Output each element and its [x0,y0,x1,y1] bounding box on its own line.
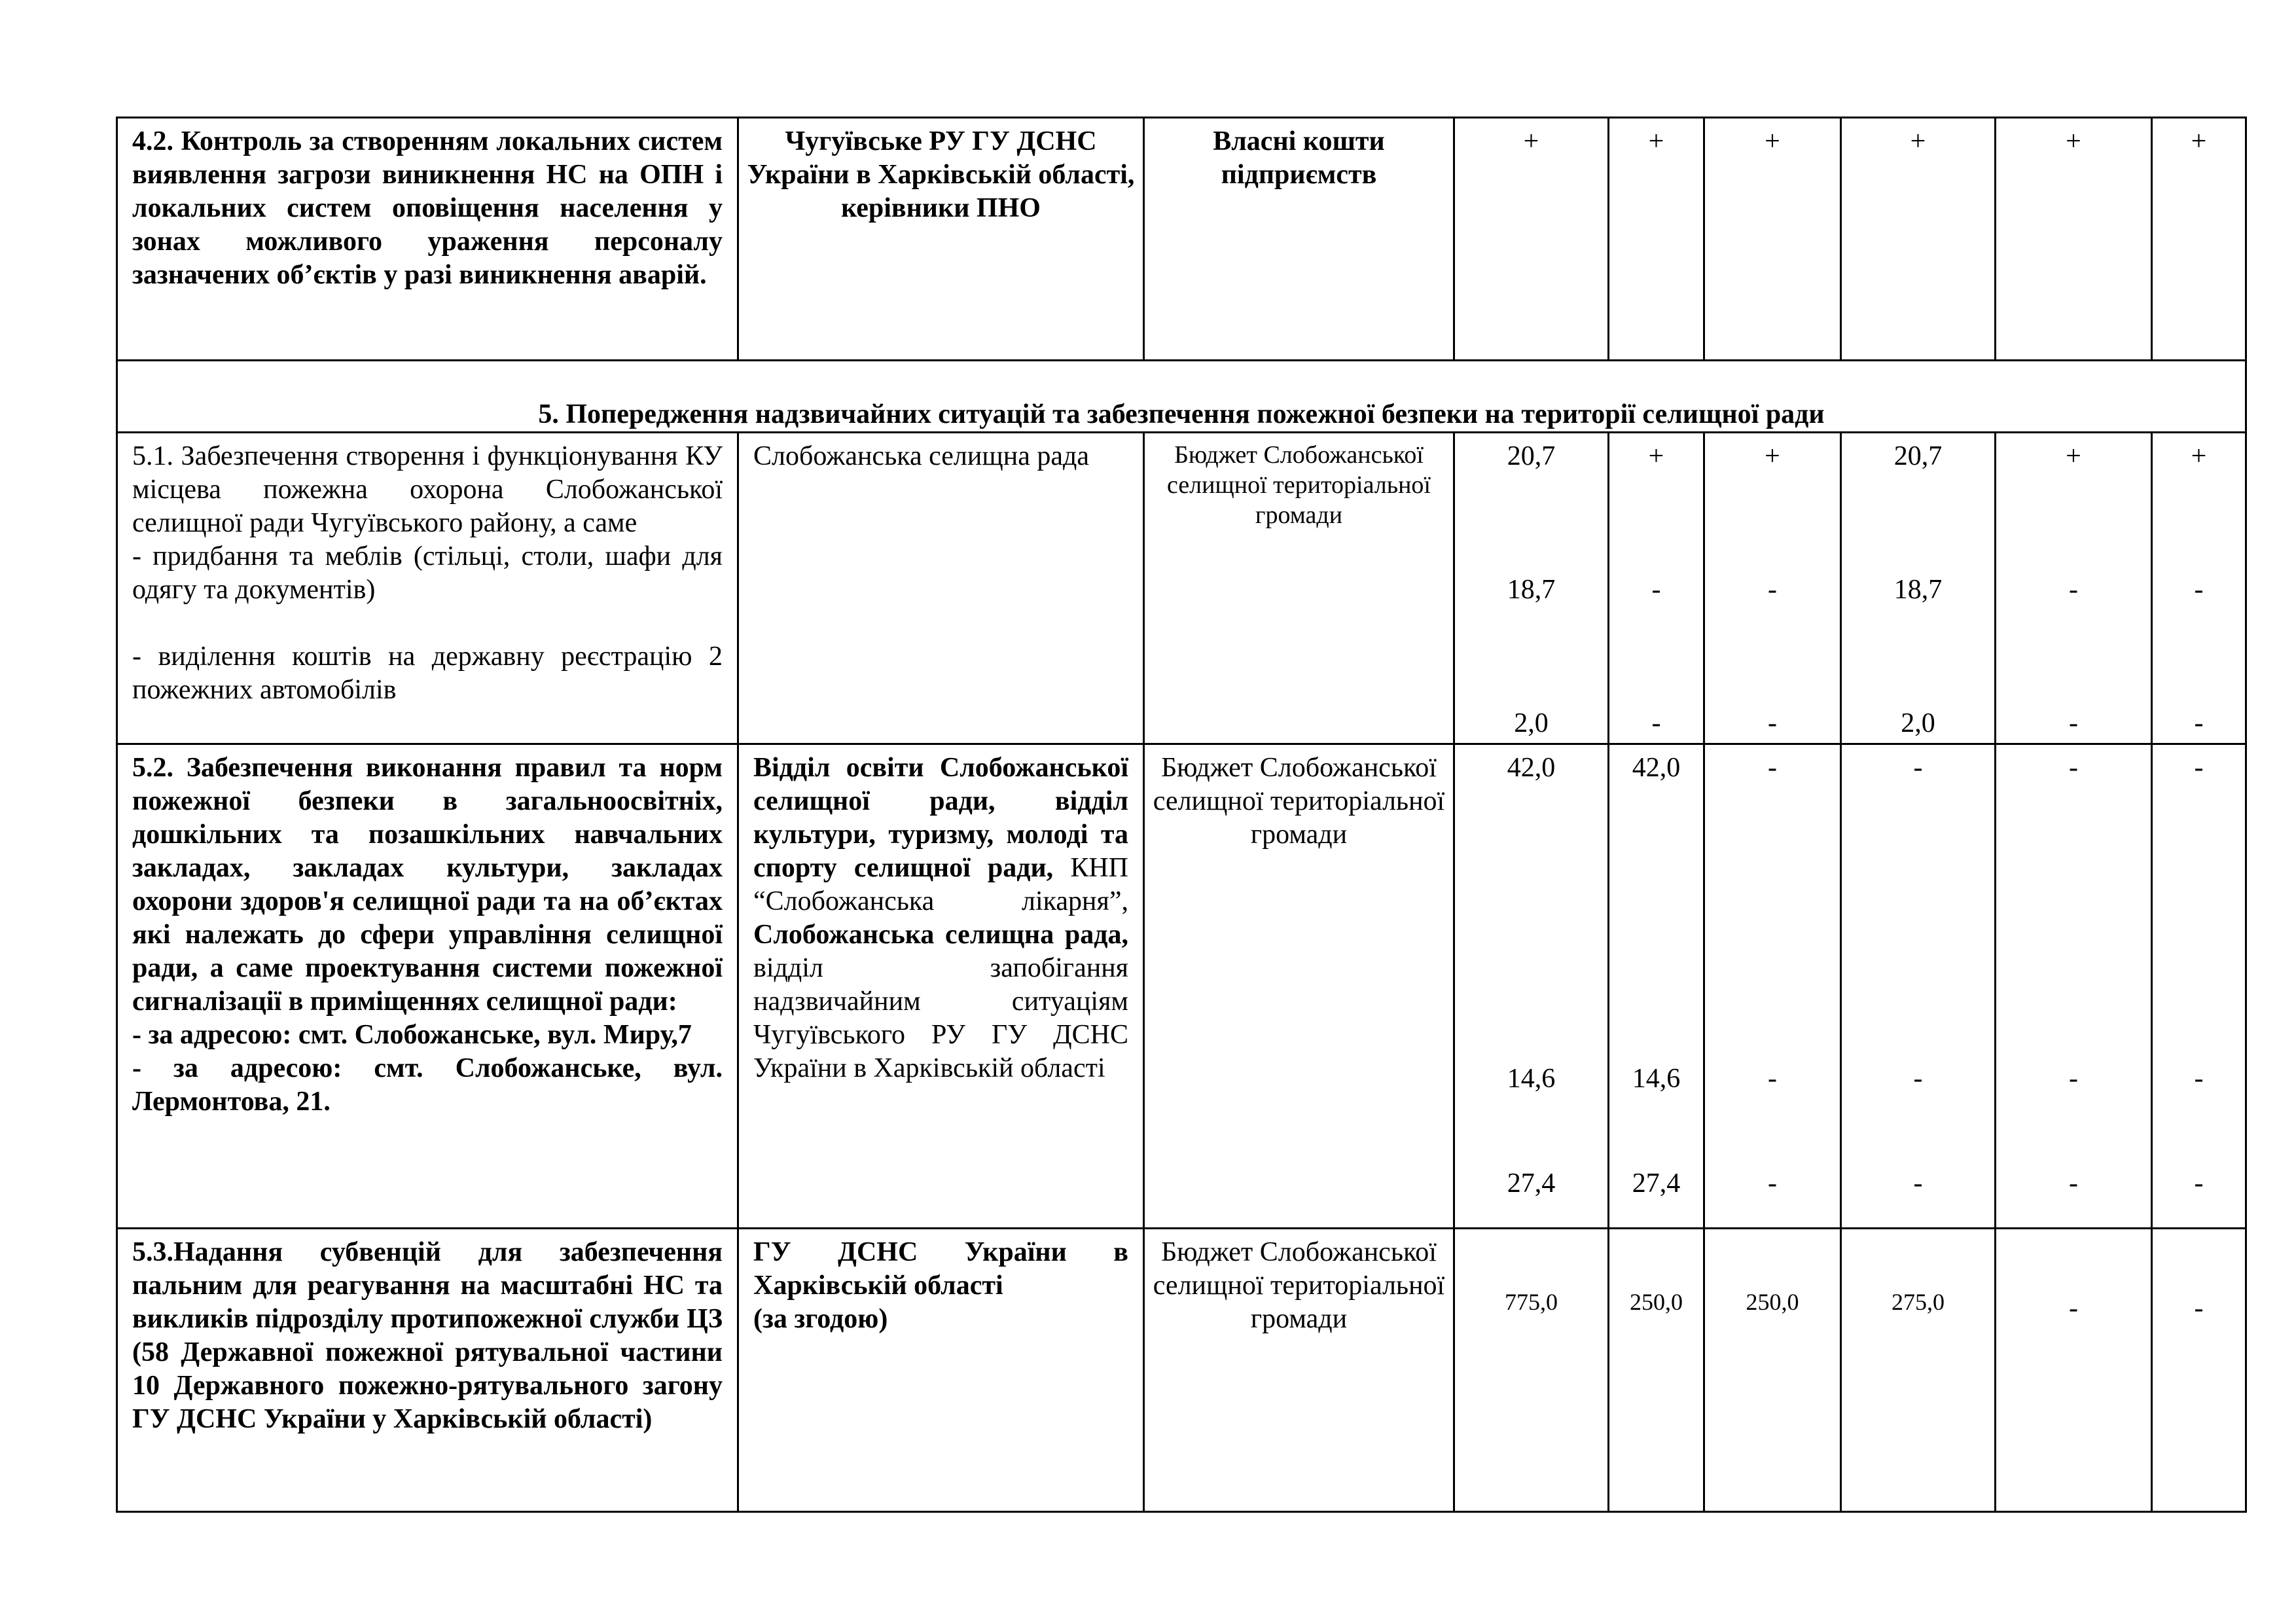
row-5-2-executor [738,744,1144,1229]
table-row-5-2 [117,744,2246,1229]
row-5-3-value: - [1996,1229,2152,1512]
row-5-3-funding-source: Бюджет Слобожанської селищної територіальної громади [1144,1229,1454,1512]
row-5-1-values-col [1609,433,1704,744]
value-total: + [2066,441,2081,471]
value-sub1: - [2194,1064,2204,1094]
row-5-2-values-col [1609,744,1704,1229]
row-5-1-values-col [1996,433,2152,744]
row-5-1-values-col [1704,433,1841,744]
value-sub1: 14,6 [1507,1064,1556,1094]
value-sub1: - [2069,575,2078,605]
value-sub2: 27,4 [1632,1168,1681,1199]
row-5-1-main-text: 5.1. Забезпечення створення і функціонування КУ місцева пожежна охорона Слобожанської селищної ради Чугуївського району, а саме [132,441,723,538]
section-5-title: 5. Попередження надзвичайних ситуацій та забезпечення пожежної безпеки на території селищної ради [117,361,2246,433]
value-total: 20,7 [1893,441,1943,471]
value-sub2: - [1651,708,1661,738]
value-total: 42,0 [1507,753,1556,783]
value-sub1: - [1913,1064,1923,1094]
value-sub2: - [2194,708,2204,738]
row-5-1-executor: Слобожанська селищна рада [738,433,1144,744]
value-sub2: - [1768,1168,1777,1199]
executor-emergency-dept: відділ запобігання надзвичайним ситуаціям Чугуївського РУ ГУ ДСНС України в Харківській області [753,953,1128,1083]
row-4-2-value: + [2152,118,2246,361]
row-5-2-values-col [1841,744,1996,1229]
value-sub2: - [2069,1168,2078,1199]
value-total: 42,0 [1632,753,1681,783]
value-total: + [2191,441,2207,471]
row-5-1-item-furniture: - придбання та меблів (стільці, столи, шафи для одягу та документів) [132,541,723,605]
row-4-2-value: + [1704,118,1841,361]
row-5-2-values-col [2152,744,2246,1229]
measures-table [116,117,2247,1513]
row-4-2-description: 4.2. Контроль за створенням локальних систем виявлення загрози виникнення НС на ОПН і локальних систем оповіщення населення у зонах можливого ураження персоналу зазначених об’єктів у разі виникнення аварій. [117,118,738,361]
row-4-2-value: + [1454,118,1609,361]
value-total: 20,7 [1507,441,1556,471]
value-sub1: 14,6 [1632,1064,1681,1094]
row-5-1-item-registration: - виділення коштів на державну реєстрацію 2 пожежних автомобілів [132,641,723,705]
row-5-1-values-col [1841,433,1996,744]
row-5-2-item-address-2: - за адресою: смт. Слобожанське, вул. Лермонтова, 21. [132,1053,723,1117]
row-5-2-funding-source: Бюджет Слобожанської селищної територіальної громади [1144,744,1454,1229]
table-row-5-3 [117,1229,2246,1512]
row-4-2-executor: Чугуївське РУ ГУ ДСНС України в Харківській області, керівники ПНО [738,118,1144,361]
row-4-2-value: + [1609,118,1704,361]
value-total: + [1765,441,1780,471]
row-4-2-value: + [1841,118,1996,361]
value-sub2: 2,0 [1514,708,1549,738]
value-sub2: - [2194,1168,2204,1199]
value-total: - [2069,753,2078,783]
value-sub2: - [1913,1168,1923,1199]
value-sub1: 18,7 [1893,575,1943,605]
row-5-1-values-col [1454,433,1609,744]
row-5-1-description [117,433,738,744]
executor-education-culture: Відділ освіти Слобожанської селищної ради, відділ культури, туризму, молоді та спорту селищної ради, [753,753,1128,883]
value-total: - [2194,753,2204,783]
row-5-2-description [117,744,738,1229]
row-5-3-value: - [2152,1229,2246,1512]
value-total: - [1913,753,1923,783]
row-5-2-main-text: 5.2. Забезпечення виконання правил та норм пожежної безпеки в загальноосвітніх, дошкільних та позашкільних навчальних закладах, закладах культури, закладах охорони здоров'я селищної ради та на об’єктах які належать до сфери управління селищної ради, а саме проектування системи пожежної сигналізації в приміщеннях селищної ради: [132,753,723,1017]
row-5-3-value: 275,0 [1841,1229,1996,1512]
value-sub1: - [2194,575,2204,605]
table-row-5-1 [117,433,2246,744]
row-5-1-funding-source: Бюджет Слобожанської селищної територіальної громади [1144,433,1454,744]
value-sub1: 18,7 [1507,575,1556,605]
value-sub1: - [1768,1064,1777,1094]
row-5-2-values-col [1454,744,1609,1229]
row-5-2-item-address-1: - за адресою: смт. Слобожанське, вул. Миру,7 [132,1020,692,1050]
executor-main: ГУ ДСНС України в Харківській області [753,1237,1128,1301]
row-4-2-value: + [1996,118,2152,361]
value-sub1: - [1651,575,1661,605]
executor-hospital: КНП “Слобожанська лікарня”, [753,853,1128,916]
value-sub2: 27,4 [1507,1168,1556,1199]
row-5-1-values-col [2152,433,2246,744]
row-5-3-value: 775,0 [1454,1229,1609,1512]
row-5-3-executor [738,1229,1144,1512]
value-sub1: - [1768,575,1777,605]
row-5-2-values-col [1704,744,1841,1229]
section-header-row [117,361,2246,433]
row-4-2-funding-source: Власні кошти підприємств [1144,118,1454,361]
value-total: - [1768,753,1777,783]
table-row-4-2 [117,118,2246,361]
row-5-3-description: 5.3.Надання субвенцій для забезпечення пальним для реагування на масштабні НС та викликів підрозділу протипожежної служби ЦЗ (58 Державної пожежної рятувальної частини 10 Державного пожежно-рятувального загону ГУ ДСНС України у Харківській області) [117,1229,738,1512]
row-5-2-values-col [1996,744,2152,1229]
executor-note: (за згодою) [753,1304,888,1334]
row-5-3-value: 250,0 [1704,1229,1841,1512]
value-total: + [1648,441,1664,471]
value-sub2: - [1768,708,1777,738]
row-5-3-value: 250,0 [1609,1229,1704,1512]
executor-council: Слобожанська селищна рада, [753,920,1128,950]
value-sub1: - [2069,1064,2078,1094]
value-sub2: 2,0 [1901,708,1935,738]
value-sub2: - [2069,708,2078,738]
